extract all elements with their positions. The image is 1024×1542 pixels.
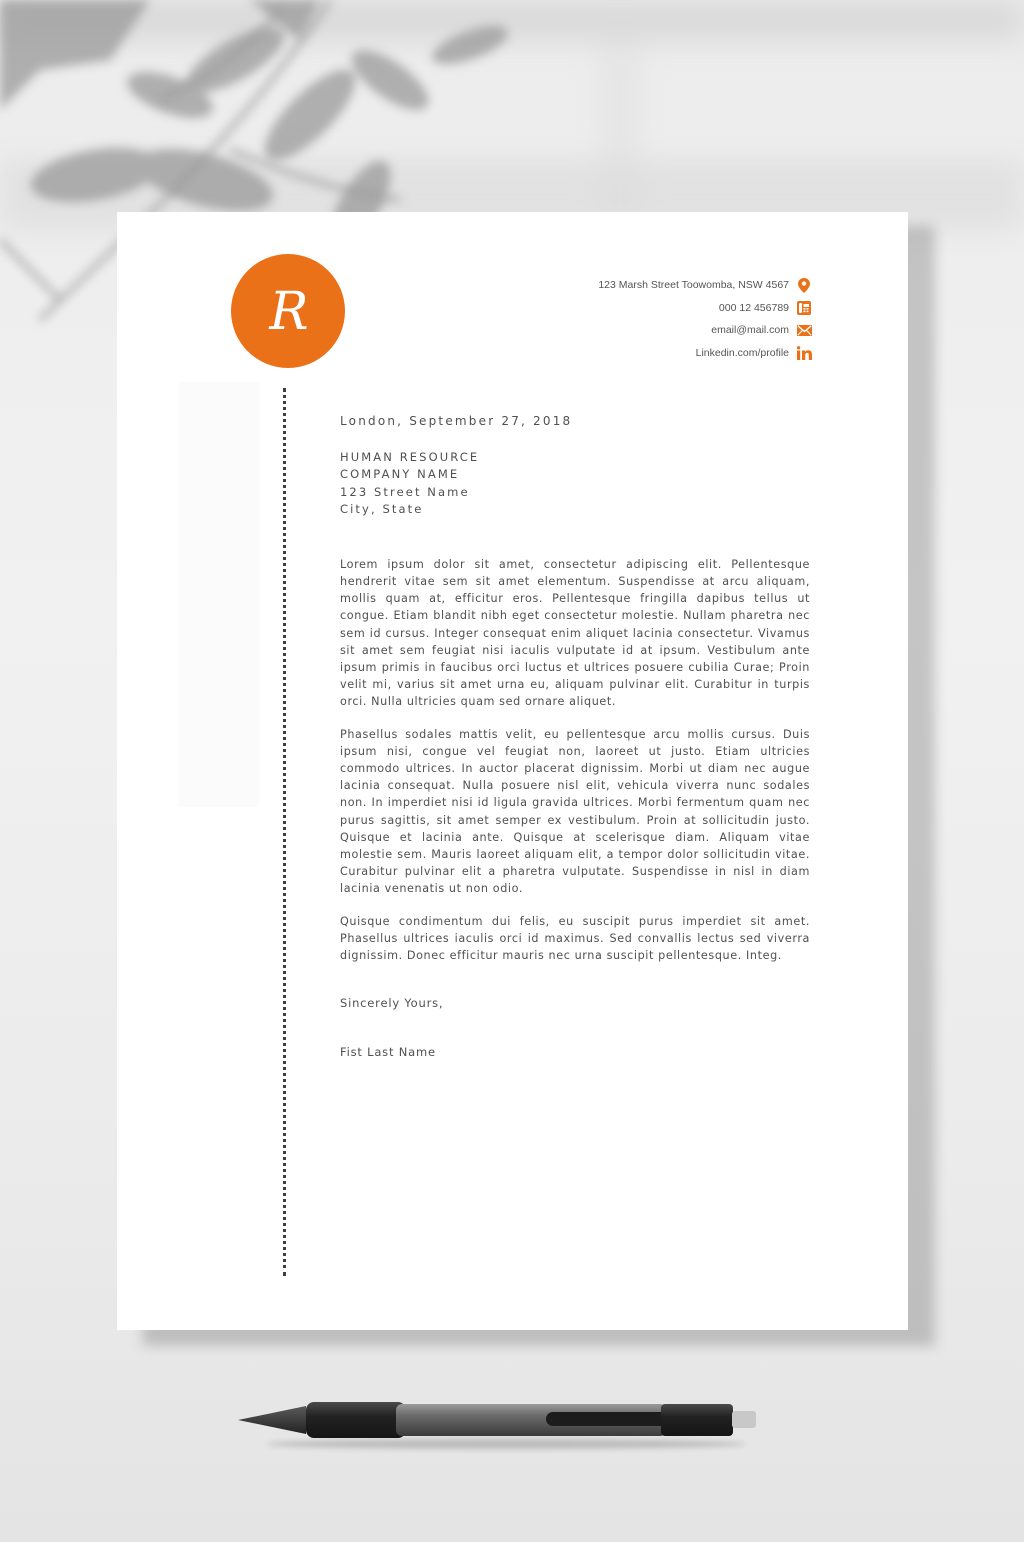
phone-icon bbox=[796, 300, 812, 316]
location-pin-icon bbox=[796, 277, 812, 293]
envelope-icon bbox=[796, 322, 812, 338]
recipient-line: COMPANY NAME bbox=[340, 467, 460, 482]
logo-letter: R bbox=[269, 282, 309, 342]
recipient-line: 123 Street Name bbox=[340, 484, 470, 499]
email-text: email@mail.com bbox=[711, 324, 789, 337]
body-paragraph: Phasellus sodales mattis velit, eu pellentesque arcu mollis cursus. Duis ipsum nisi, congue vel feugiat non, laoreet ut justo. Etiam ultricies commodo ultrices. In auctor placerat dignissim. Morbi ut diam nec augue lacinia consequat. Nulla posuere nisl elit, vehicula viverra nunc sodales non. In imperdiet nisi id ligula gravida ultrices. Morbi fermentum quam nec purus sagittis, sit amet semper ex vestibulum. Proin at sollicitudin justo. Quisque et lacinia ante. Quisque at scelerisque diam. Aliquam vitae molestie sem. Mauris laoreet aliquam elit, a tempor dolor sollicitudin vitae. Curabitur pulvinar elit a pharetra vulputate. Suspendisse in nisl in diam lacinia venenatis ut non odio. bbox=[340, 728, 810, 895]
contact-block bbox=[482, 274, 812, 364]
linkedin-icon bbox=[796, 345, 812, 361]
contact-linkedin bbox=[482, 342, 812, 365]
linkedin-text: Linkedin.com/profile bbox=[695, 346, 789, 359]
letter-content bbox=[340, 414, 810, 1059]
letter-closing: Sincerely Yours, bbox=[340, 996, 444, 1011]
letter-date: London, September 27, 2018 bbox=[340, 414, 573, 428]
recipient-line: City, State bbox=[340, 501, 424, 516]
body-paragraph: Quisque condimentum dui felis, eu suscipit purus imperdiet sit amet. Phasellus ultrices iaculis orci id maximus. Sed convallis lectus sed viverra dignissim. Donec efficitur mauris nec urna suscipit pellentesque. Integ. bbox=[340, 914, 810, 963]
letter-body bbox=[340, 556, 810, 964]
sidebar-panel bbox=[179, 382, 259, 807]
address-text: 123 Marsh Street Toowomba, NSW 4567 bbox=[598, 279, 789, 292]
dotted-divider bbox=[283, 388, 286, 1276]
pen-image bbox=[236, 1396, 760, 1454]
letterhead-page bbox=[117, 212, 908, 1330]
contact-email bbox=[482, 319, 812, 342]
phone-text: 000 12 456789 bbox=[718, 301, 789, 314]
recipient-line: HUMAN RESOURCE bbox=[340, 450, 480, 464]
logo-circle bbox=[231, 254, 345, 368]
contact-phone bbox=[482, 297, 812, 320]
letter-signature: Fist Last Name bbox=[340, 1045, 436, 1060]
contact-address bbox=[482, 274, 812, 297]
body-paragraph: Lorem ipsum dolor sit amet, consectetur adipiscing elit. Pellentesque hendrerit vitae sem sit amet elementum. Suspendisse at arcu aliquam, mollis quam at, efficitur eros. Pellentesque fringilla dapibus tellus ut congue. Etiam blandit nibh eget consectetur molestie. Nullam pharetra nec sem id cursus. Integer consequat enim aliquet lacinia consectetur. Vivamus sit amet sem feugiat nisi iaculis vulputate id at ipsum. Vestibulum ante ipsum primis in faucibus orci luctus et ultrices posuere cubilia Curae; Proin velit mi, varius sit amet urna eu, aliquam pulvinar elit. Curabitur in turpis orci. Nulla ultricies quam sed ornare aliquet. bbox=[340, 558, 810, 708]
recipient-address bbox=[340, 449, 810, 518]
